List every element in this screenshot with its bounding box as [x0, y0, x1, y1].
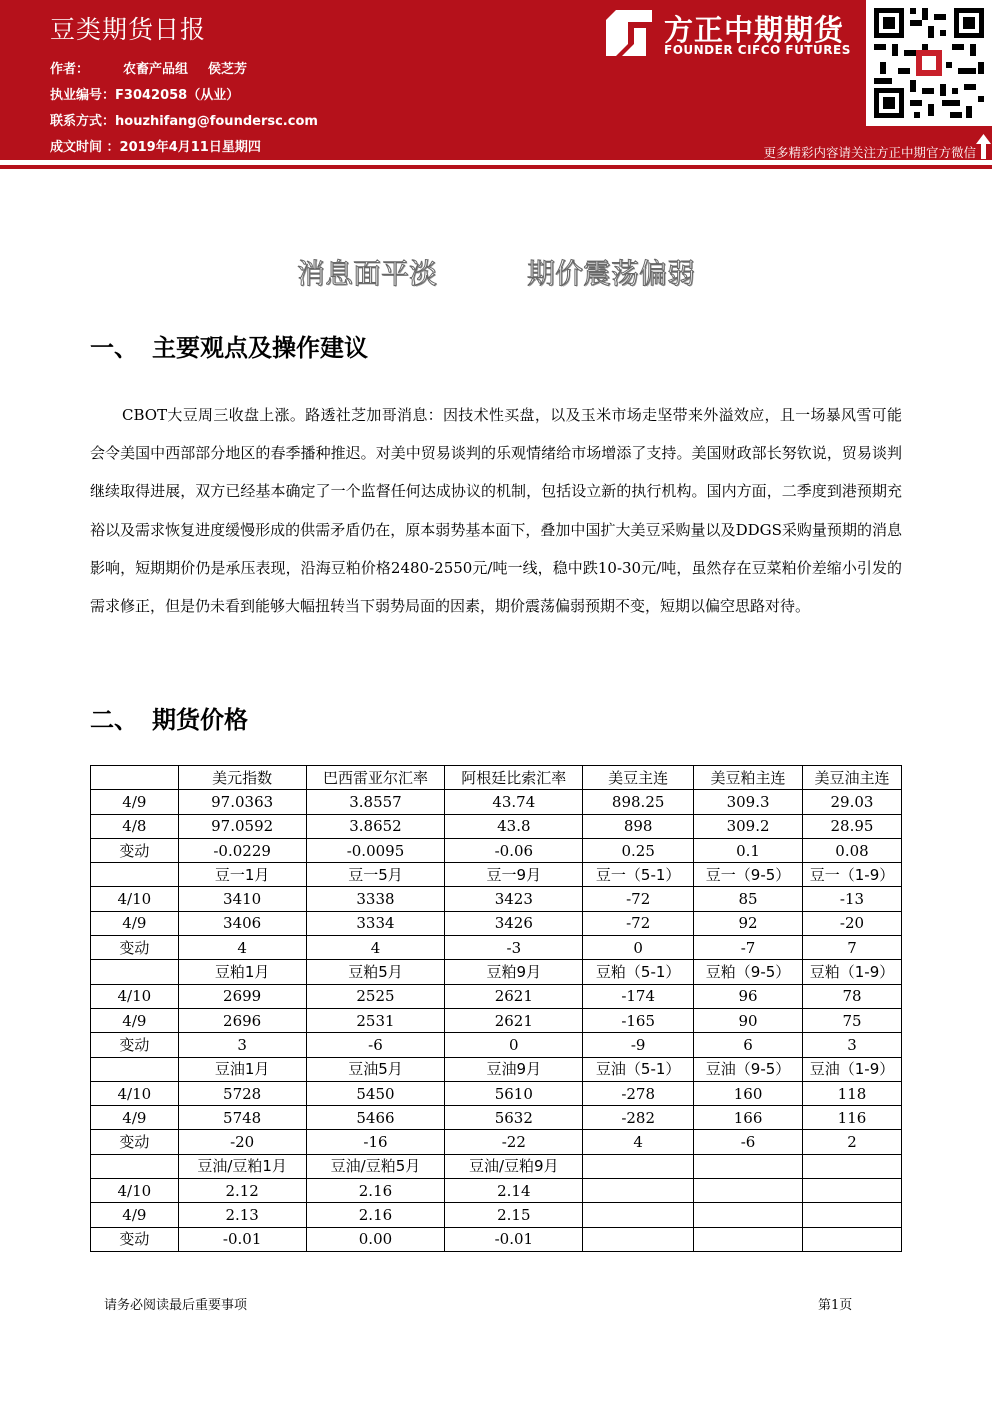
table-cell: 898 [583, 814, 694, 838]
table-cell: 3.8652 [306, 814, 445, 838]
table-cell: 豆一1月 [178, 863, 306, 887]
author-group: 农畜产品组 [123, 62, 189, 77]
table-cell: -165 [583, 1008, 694, 1032]
table-cell: 309.2 [694, 814, 803, 838]
table-cell: -174 [583, 984, 694, 1008]
row-label-cell: 变动 [91, 838, 179, 862]
author-label: 作者： [50, 62, 90, 77]
row-label-cell: 4/9 [91, 1008, 179, 1032]
row-label-cell: 4/9 [91, 1106, 179, 1130]
row-label-cell: 4/8 [91, 814, 179, 838]
table-cell: 豆一（5-1） [583, 863, 694, 887]
table-cell: 5610 [445, 1081, 583, 1105]
headline-part-1: 消息面平淡 [296, 257, 437, 290]
table-cell: 豆油（1-9） [803, 1057, 902, 1081]
table-cell: -16 [306, 1130, 445, 1154]
table-cell: 28.95 [803, 814, 902, 838]
table-cell: 0 [583, 936, 694, 960]
table-cell: -0.0229 [178, 838, 306, 862]
table-cell: 2696 [178, 1008, 306, 1032]
table-row [91, 838, 902, 862]
table-header-row [91, 1154, 902, 1178]
logo-mark-icon [604, 8, 654, 58]
table-row [91, 911, 902, 935]
row-label-cell: 4/10 [91, 887, 179, 911]
table-cell: 2621 [445, 984, 583, 1008]
section-title: 期货价格 [152, 706, 248, 734]
table-cell [583, 1154, 694, 1178]
table-cell: 3338 [306, 887, 445, 911]
table-cell: 2621 [445, 1008, 583, 1032]
table-cell: 阿根廷比索汇率 [445, 766, 583, 790]
table-cell: 2.14 [445, 1179, 583, 1203]
table-cell: 豆粕（1-9） [803, 960, 902, 984]
section-heading-prices [90, 700, 248, 735]
table-cell: -20 [803, 911, 902, 935]
table-cell: 豆油1月 [178, 1057, 306, 1081]
table-cell: 85 [694, 887, 803, 911]
table-cell: 0.00 [306, 1227, 445, 1251]
logo-chinese-name: 方正中期期货 [664, 13, 845, 47]
table-cell: 美豆油主连 [803, 766, 902, 790]
table-cell: 豆一（1-9） [803, 863, 902, 887]
row-label-cell [91, 1057, 179, 1081]
table-cell: 4 [583, 1130, 694, 1154]
table-cell: -13 [803, 887, 902, 911]
disclaimer-notice: 请务必阅读最后重要事项 [104, 1298, 248, 1313]
table-row [91, 1008, 902, 1032]
row-label-cell [91, 1154, 179, 1178]
row-label-cell [91, 766, 179, 790]
up-arrow-icon [975, 132, 992, 160]
table-cell: -20 [178, 1130, 306, 1154]
row-label-cell [91, 863, 179, 887]
table-cell [694, 1179, 803, 1203]
contact-label: 联系方式： [50, 114, 116, 129]
table-cell: 166 [694, 1106, 803, 1130]
table-cell: 豆粕9月 [445, 960, 583, 984]
table-cell [803, 1203, 902, 1227]
table-row [91, 936, 902, 960]
row-label-cell [91, 960, 179, 984]
table-cell [583, 1227, 694, 1251]
row-label-cell: 变动 [91, 936, 179, 960]
section-number: 一、 [90, 334, 138, 362]
row-label-cell: 4/10 [91, 984, 179, 1008]
date-line [50, 136, 261, 155]
table-cell: 3423 [445, 887, 583, 911]
table-cell: 2.13 [178, 1203, 306, 1227]
table-cell: 160 [694, 1081, 803, 1105]
follow-wechat-text: 更多精彩内容请关注方正中期官方微信 [763, 145, 976, 160]
table-cell: 96 [694, 984, 803, 1008]
wechat-qr-code [866, 0, 992, 126]
table-cell: 0.25 [583, 838, 694, 862]
contact-email[interactable]: houzhifang@foundersc.com [115, 114, 318, 129]
table-cell: -3 [445, 936, 583, 960]
table-cell: 豆油5月 [306, 1057, 445, 1081]
row-label-cell: 4/9 [91, 1203, 179, 1227]
company-logo [604, 8, 864, 60]
table-cell: -0.01 [445, 1227, 583, 1251]
table-cell: 29.03 [803, 790, 902, 814]
table-cell: 豆油（5-1） [583, 1057, 694, 1081]
table-cell: 78 [803, 984, 902, 1008]
table-cell: -0.0095 [306, 838, 445, 862]
table-cell: 美豆粕主连 [694, 766, 803, 790]
table-cell: 309.3 [694, 790, 803, 814]
contact-line [50, 110, 318, 129]
table-row [91, 1130, 902, 1154]
license-value: F3042058（从业） [115, 88, 240, 103]
table-cell: -72 [583, 887, 694, 911]
table-cell: 0 [445, 1033, 583, 1057]
table-cell [803, 1227, 902, 1251]
table-cell: 2525 [306, 984, 445, 1008]
table-cell: -7 [694, 936, 803, 960]
table-cell [694, 1227, 803, 1251]
license-line [50, 84, 239, 103]
logo-english-name: FOUNDER CIFCO FUTURES [664, 43, 851, 57]
table-cell: 898.25 [583, 790, 694, 814]
table-cell: 2.15 [445, 1203, 583, 1227]
table-row [91, 1033, 902, 1057]
futures-price-table [90, 765, 902, 1252]
table-cell: 豆粕1月 [178, 960, 306, 984]
author-line [50, 58, 247, 77]
table-cell: 3.8557 [306, 790, 445, 814]
table-cell: -72 [583, 911, 694, 935]
table-cell: 3 [178, 1033, 306, 1057]
table-cell [583, 1179, 694, 1203]
section-number: 二、 [90, 706, 138, 734]
table-cell: 2531 [306, 1008, 445, 1032]
date-value: 2019年4月11日星期四 [119, 140, 261, 155]
table-cell: 3406 [178, 911, 306, 935]
table-cell: 5728 [178, 1081, 306, 1105]
table-cell: 3410 [178, 887, 306, 911]
table-row [91, 1227, 902, 1251]
table-cell: 豆油/豆粕1月 [178, 1154, 306, 1178]
author-name: 侯芝芳 [208, 62, 248, 77]
table-cell: 4 [178, 936, 306, 960]
table-row [91, 887, 902, 911]
table-header-row [91, 766, 902, 790]
table-cell: 豆一5月 [306, 863, 445, 887]
table-cell: 90 [694, 1008, 803, 1032]
table-cell: 7 [803, 936, 902, 960]
table-row [91, 1179, 902, 1203]
table-cell: 5466 [306, 1106, 445, 1130]
table-cell: 豆粕（9-5） [694, 960, 803, 984]
header-divider [0, 165, 992, 169]
table-cell: 4 [306, 936, 445, 960]
table-cell: 豆粕（5-1） [583, 960, 694, 984]
table-cell: 118 [803, 1081, 902, 1105]
table-header-row [91, 863, 902, 887]
table-cell: 豆油/豆粕9月 [445, 1154, 583, 1178]
analysis-paragraph: CBOT大豆周三收盘上涨。路透社芝加哥消息：因技术性买盘，以及玉米市场走坚带来外溢效应，且一场暴风雪可能会令美国中西部部分地区的春季播种推迟。对美中贸易谈判的乐观情绪给市场增添了支持。美国财政部长努钦说，贸易谈判继续取得进展，双方已经基本确定了一个监督任何达成协议的机制，包括设立新的执行机构。国内方面，二季度到港预期充裕以及需求恢复进度缓慢形成的供需矛盾仍在，原本弱势基本面下，叠加中国扩大美豆采购量以及DDGS采购量预期的消息影响，短期期价仍是承压表现，沿海豆粕价格2480-2550元/吨一线，稳中跌10-30元/吨，虽然存在豆菜粕价差缩小引发的需求修正，但是仍未看到能够大幅扭转当下弱势局面的因素，期价震荡偏弱预期不变，短期以偏空思路对待。 [90, 406, 902, 616]
table-cell: 2699 [178, 984, 306, 1008]
table-row [91, 790, 902, 814]
table-cell: 92 [694, 911, 803, 935]
table-cell: 豆油9月 [445, 1057, 583, 1081]
table-cell: 2.16 [306, 1203, 445, 1227]
table-cell: 2.16 [306, 1179, 445, 1203]
table-cell: 美元指数 [178, 766, 306, 790]
row-label-cell: 变动 [91, 1227, 179, 1251]
row-label-cell: 变动 [91, 1033, 179, 1057]
table-cell: -6 [306, 1033, 445, 1057]
row-label-cell: 4/9 [91, 790, 179, 814]
row-label-cell: 4/10 [91, 1081, 179, 1105]
table-row [91, 984, 902, 1008]
table-row [91, 814, 902, 838]
table-cell: 2 [803, 1130, 902, 1154]
report-header [0, 0, 992, 160]
table-cell: 6 [694, 1033, 803, 1057]
table-cell: -0.06 [445, 838, 583, 862]
table-cell: 116 [803, 1106, 902, 1130]
row-label-cell: 变动 [91, 1130, 179, 1154]
table-cell: 5748 [178, 1106, 306, 1130]
table-cell: 豆粕5月 [306, 960, 445, 984]
section-title: 主要观点及操作建议 [152, 334, 368, 362]
table-cell: 3334 [306, 911, 445, 935]
table-cell [694, 1203, 803, 1227]
table-row [91, 1203, 902, 1227]
table-row [91, 1106, 902, 1130]
table-cell: 3 [803, 1033, 902, 1057]
table-header-row [91, 1057, 902, 1081]
table-cell: 5632 [445, 1106, 583, 1130]
table-cell: 97.0592 [178, 814, 306, 838]
row-label-cell: 4/10 [91, 1179, 179, 1203]
table-cell: 43.74 [445, 790, 583, 814]
table-cell: -278 [583, 1081, 694, 1105]
table-cell: -282 [583, 1106, 694, 1130]
row-label-cell: 4/9 [91, 911, 179, 935]
report-title: 豆类期货日报 [50, 15, 207, 44]
table-cell: 豆油（9-5） [694, 1057, 803, 1081]
license-label: 执业编号： [50, 88, 116, 103]
table-cell: -22 [445, 1130, 583, 1154]
table-cell: 豆一9月 [445, 863, 583, 887]
table-cell: 豆油/豆粕5月 [306, 1154, 445, 1178]
table-cell: 3426 [445, 911, 583, 935]
table-cell [694, 1154, 803, 1178]
headline-part-2: 期价震荡偏弱 [527, 257, 696, 290]
table-cell: -0.01 [178, 1227, 306, 1251]
qr-code-icon [866, 0, 992, 126]
table-cell [803, 1179, 902, 1203]
section-heading-views [90, 328, 368, 363]
table-row [91, 1081, 902, 1105]
table-cell: 97.0363 [178, 790, 306, 814]
table-cell: 巴西雷亚尔汇率 [306, 766, 445, 790]
table-cell: 5450 [306, 1081, 445, 1105]
table-cell: 美豆主连 [583, 766, 694, 790]
table-cell: 2.12 [178, 1179, 306, 1203]
table-cell: 0.08 [803, 838, 902, 862]
report-headline [0, 252, 992, 292]
date-label: 成文时间 ： [50, 140, 120, 155]
table-cell: 豆一（9-5） [694, 863, 803, 887]
table-cell: -9 [583, 1033, 694, 1057]
table-cell: 0.1 [694, 838, 803, 862]
table-header-row [91, 960, 902, 984]
table-cell [803, 1154, 902, 1178]
page-number: 第1页 [818, 1298, 853, 1313]
table-cell: 75 [803, 1008, 902, 1032]
table-cell: -6 [694, 1130, 803, 1154]
table-cell [583, 1203, 694, 1227]
table-cell: 43.8 [445, 814, 583, 838]
